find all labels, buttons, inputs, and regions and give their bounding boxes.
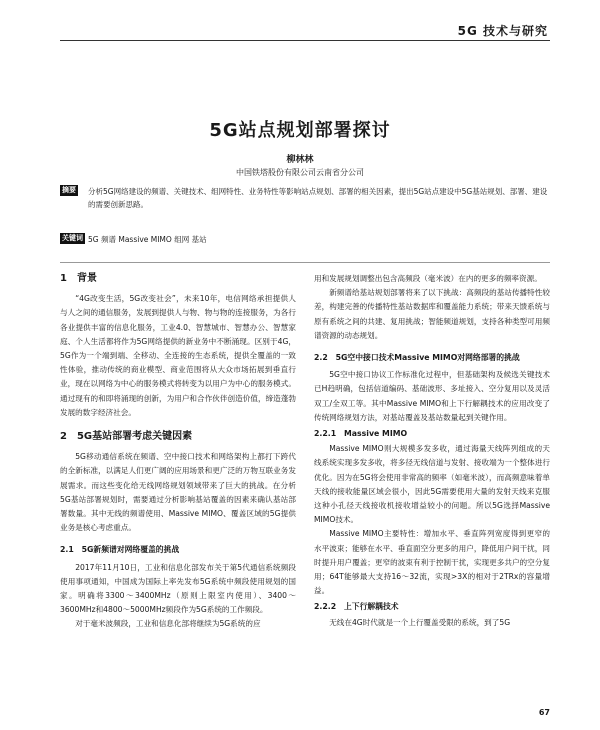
body-paragraph: “4G改变生活，5G改变社会”，未来10年，电信网络承担提供人与人之间的通信服务，发展到提供人与物、物与物的连接服务，为各行各业提供丰富的信息化服务，工业4.0、智慧城市、智慧办公、智慧家庭、个人生活都将作为5G网络提供的新业务中不断涌现。区别于4G，5G作为一个端到端、全移动、全连接的生态系统，提供全覆盖的一致性体验，推动传统的商业模型、商业范围将从大众市场拓展到垂直行业，现在以网络为中心的服务模式将转变为以用户为中心的服务模式。通过现有的和即将涌现的创新，为用户和合作伙伴创造价值，缔造蓬勃发展的数字经济社会。 bbox=[60, 294, 296, 417]
left-column bbox=[60, 272, 296, 632]
abstract-block bbox=[60, 185, 550, 211]
body-paragraph: 5G空中接口协议工作标准化过程中，但基础架构及候选关键技术已H趋明确，包括信道编码、基础波形、多址接入、空分复用以及灵活双工/全双工等。其中Massive MIMO和上下行解耦技术的应用改变了传统网络规划方法，对基站覆盖及基站数量起到关键作用。 bbox=[314, 370, 550, 422]
abstract-label: 摘要 bbox=[62, 186, 76, 194]
running-header: 5G 技术与研究 bbox=[457, 24, 548, 38]
body-paragraph: Massive MIMO主要特性：增加水平、垂直阵列宽度得到更窄的水平波束；能够在水平、垂直面空分更多的用户，降低用户间干扰，同时提升用户覆盖；更窄的波束有利于控制干扰，实现更多共户的空分复用；64T能够最大支持16～32流，实现>3X的相对于2TRx的容量增益。 bbox=[314, 529, 550, 596]
body-paragraph: 新频谱给基站规划部署将来了以下挑战：高频段的基站传播特性较差，构建完善的传播特性基站数据库和覆盖能力系统；带来天馈系统与原有系统之间的共建、复用挑战；智能频道规划，支持各种类型可用频谱资源的动态规划。 bbox=[314, 288, 550, 340]
body-paragraph: 用和发展规划调整出包含高频段（毫米波）在内的更多的频率资源。 bbox=[314, 274, 542, 283]
body-paragraph: Massive MIMO则大规模多发多收，通过海量天线阵列组成的天线系统实现多发多收，将多径无线信道与发射、接收端为一个整体进行优化。因为在5G将会使用非常高的频率（如毫米波），而高频意味着单天线的接收能量区域会很小，因此5G需要使用大量的发射天线来克服这种小孔径天线接收机接收增益较小的问题。所以5G选择Massive MIMO技术。 bbox=[314, 444, 550, 525]
article-title: 5G站点规划部署探讨 bbox=[209, 120, 391, 141]
subsection-heading-spectrum: 2.1 5G新频谱对网络覆盖的挑战 bbox=[60, 545, 180, 555]
abstract-text: 分析5G网络建设的频谱、关键技术、组网特性、业务特性等影响站点规划、部署的相关因素，提出5G站点建设中5G基站规划、部署、建设的需要创新思路。 bbox=[88, 187, 548, 209]
body-paragraph: 无线在4G时代就是一个上行覆盖受限的系统，到了5G bbox=[329, 617, 511, 627]
page-number: 67 bbox=[538, 708, 550, 717]
body-paragraph: 2017年11月10日，工业和信息化部发布关于第5代通信系统频段使用事项通知，中国成为国际上率先发布5G系统中频段使用规划的国家。明确将3300～3400MHz（原则上限室内使用）、3400～3600MHz和4800～5000MHz频段作为5G系统的工作频段。 bbox=[60, 562, 296, 615]
author-affiliation: 中国铁塔股份有限公司云南省分公司 bbox=[236, 168, 364, 177]
section-heading-background: 1 背景 bbox=[60, 273, 97, 284]
keywords-block bbox=[60, 233, 550, 246]
section-divider bbox=[60, 262, 550, 263]
section-heading-key-factors: 2 5G基站部署考虑关键因素 bbox=[60, 431, 193, 443]
subsubsection-heading-massive-mimo: 2.2.1 Massive MIMO bbox=[314, 429, 408, 439]
keywords-label: 关键词 bbox=[62, 234, 83, 242]
header-rule bbox=[60, 40, 550, 41]
right-column bbox=[314, 272, 550, 630]
body-paragraph: 对于毫米波频段，工业和信息化部将继续为5G系统的应 bbox=[75, 619, 261, 629]
body-paragraph: 5G移动通信系统在频谱、空中接口技术和网络架构上都打下跨代的全新标准，以满足人们更广阔的应用场景和更广泛的万物互联业务发展需求。而这些变化给无线网络规划领域带来了巨大的挑战。在分析5G基站部署规划时，需要通过分析影响基站覆盖的因素来确认基站部署数量。其中无线的频谱使用、Massive MIMO、覆盖区域的5G提供业务是核心考虑重点。 bbox=[60, 452, 296, 533]
author-name: 柳林林 bbox=[286, 155, 314, 165]
subsubsection-heading-decoupling: 2.2.2 上下行解耦技术 bbox=[314, 602, 399, 612]
keywords-text: 5G 频谱 Massive MIMO 组网 基站 bbox=[88, 235, 207, 244]
subsection-heading-massive-mimo: 2.2 5G空中接口技术Massive MIMO对网络部署的挑战 bbox=[314, 353, 520, 363]
